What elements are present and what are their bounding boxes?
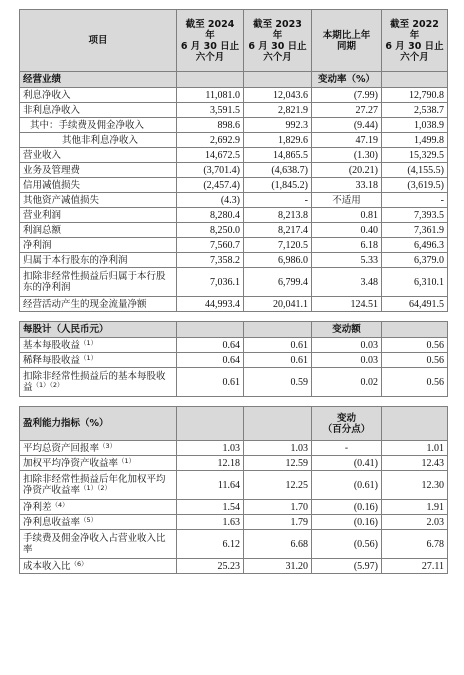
row-label: 归属于本行股东的净利润 [20,253,177,268]
value-2024: 25.23 [177,559,244,574]
value-2022: 1.01 [382,441,448,456]
table-row [20,297,448,312]
section-blank [382,72,448,88]
value-2023: 6,799.4 [244,268,312,297]
section-title: 经营业绩 [20,72,177,88]
section-blank [244,322,312,338]
section-blank [177,322,244,338]
value-change: - [312,441,382,456]
table-row [20,500,448,515]
table-header-row [20,10,448,72]
footnote-ref: （5） [80,515,98,524]
table-row [20,471,448,500]
footnote-ref: （4） [51,500,69,509]
row-label: 扣除非经常性损益后的基本每股收益$^{(1)(2)}$ [20,368,177,397]
table-row [20,133,448,148]
header-change: 本期比上年 同期 [312,10,382,72]
value-change: 0.02 [312,368,382,397]
value-2022: - [382,193,448,208]
value-2024: 44,993.4 [177,297,244,312]
row-label: 扣除非经常性损益后归属于本行股东的净利润 [20,268,177,297]
section-header-row [20,72,448,88]
value-2022: 7,361.9 [382,223,448,238]
value-change: 不适用 [312,193,382,208]
value-2024: 1.63 [177,515,244,530]
value-change: 0.40 [312,223,382,238]
value-change: 47.19 [312,133,382,148]
value-2024: 2,692.9 [177,133,244,148]
row-label: 扣除非经常性损益后年化加权平均净资产收益率$^{(1)(2)}$ [20,471,177,500]
header-2024: 截至 2024 年 6 月 30 日止 六个月 [177,10,244,72]
table-row [20,559,448,574]
value-2022: 12,790.8 [382,88,448,103]
section-title: 盈利能力指标（%） [20,407,177,441]
value-change: (0.61) [312,471,382,500]
value-2023: 1.03 [244,441,312,456]
value-change: (0.56) [312,530,382,559]
table-row [20,223,448,238]
value-2022: 6,310.1 [382,268,448,297]
value-2022: 64,491.5 [382,297,448,312]
value-2023: 0.61 [244,353,312,368]
section-change-label: 变动额 [312,322,382,338]
row-label: 手续费及佣金净收入占营业收入比率 [20,530,177,559]
value-change: 27.27 [312,103,382,118]
section-blank [177,407,244,441]
value-2022: 6,496.3 [382,238,448,253]
footnote-ref: （1） [80,338,98,347]
value-2022: 0.56 [382,338,448,353]
value-change: (9.44) [312,118,382,133]
row-label: 经营活动产生的现金流量净额 [20,297,177,312]
value-2023: (4,638.7) [244,163,312,178]
section-change-label: 变动率（%） [312,72,382,88]
table-row [20,338,448,353]
value-change: 5.33 [312,253,382,268]
value-2023: 20,041.1 [244,297,312,312]
value-change: (0.16) [312,515,382,530]
section-title: 每股计（人民币元） [20,322,177,338]
value-2024: 3,591.5 [177,103,244,118]
row-label: 非利息净收入 [20,103,177,118]
row-label: 基本每股收益$^{(1)}$ [20,338,177,353]
row-label: 净利润 [20,238,177,253]
value-change: 33.18 [312,178,382,193]
value-2022: 0.56 [382,368,448,397]
table-row [20,118,448,133]
row-label: 净利息收益率$^{(5)}$ [20,515,177,530]
section-blank [244,407,312,441]
row-label: 其中：手续费及佣金净收入 [20,118,177,133]
value-2022: 12.30 [382,471,448,500]
footnote-ref: （6） [70,559,88,568]
value-2022: 0.56 [382,353,448,368]
row-label: 营业收入 [20,148,177,163]
value-2023: 0.59 [244,368,312,397]
value-2022: 6.78 [382,530,448,559]
section-blank [244,72,312,88]
section-header-row [20,322,448,338]
value-2024: 7,560.7 [177,238,244,253]
header-item: 项目 [20,10,177,72]
value-2023: 6.68 [244,530,312,559]
value-2022: 12.43 [382,456,448,471]
value-2023: 8,217.4 [244,223,312,238]
value-2022: (3,619.5) [382,178,448,193]
table-row [20,441,448,456]
value-2023: 12.59 [244,456,312,471]
row-label: 稀释每股收益$^{(1)}$ [20,353,177,368]
value-2024: 0.61 [177,368,244,397]
row-label: 成本收入比$^{(6)}$ [20,559,177,574]
row-label: 业务及管理费 [20,163,177,178]
value-change: 6.18 [312,238,382,253]
value-2022: 1.91 [382,500,448,515]
value-2024: (2,457.4) [177,178,244,193]
value-2023: 1,829.6 [244,133,312,148]
row-label: 利息净收入 [20,88,177,103]
value-2023: 7,120.5 [244,238,312,253]
value-2023: 12.25 [244,471,312,500]
row-label: 其他非利息净收入 [20,133,177,148]
value-change: 0.03 [312,338,382,353]
value-2023: - [244,193,312,208]
value-change: (1.30) [312,148,382,163]
row-label: 营业利润 [20,208,177,223]
value-2024: 1.54 [177,500,244,515]
row-label: 信用减值损失 [20,178,177,193]
value-change: 124.51 [312,297,382,312]
value-change: (7.99) [312,88,382,103]
section-change-label: 变动 （百分点） [312,407,382,441]
value-2024: (4.3) [177,193,244,208]
table-row [20,353,448,368]
value-2023: 12,043.6 [244,88,312,103]
value-change: 0.03 [312,353,382,368]
table-row [20,515,448,530]
value-2023: 992.3 [244,118,312,133]
table-row [20,103,448,118]
value-2022: 2.03 [382,515,448,530]
table-row [20,253,448,268]
row-label: 加权平均净资产收益率$^{(1)}$ [20,456,177,471]
row-label: 平均总资产回报率$^{(3)}$ [20,441,177,456]
table-row [20,268,448,297]
table-row [20,238,448,253]
value-2024: (3,701.4) [177,163,244,178]
value-2023: 1.70 [244,500,312,515]
value-2022: 7,393.5 [382,208,448,223]
value-2024: 0.64 [177,338,244,353]
value-2024: 11.64 [177,471,244,500]
value-2023: 8,213.8 [244,208,312,223]
value-2023: 2,821.9 [244,103,312,118]
table-row [20,368,448,397]
footnote-ref: （1） [118,456,136,465]
value-2023: 1.79 [244,515,312,530]
table-row [20,148,448,163]
table-row [20,178,448,193]
value-2022: (4,155.5) [382,163,448,178]
footnote-ref: （1）（2） [80,484,112,492]
value-2024: 7,036.1 [177,268,244,297]
value-2023: 6,986.0 [244,253,312,268]
value-2022: 15,329.5 [382,148,448,163]
value-2023: 14,865.5 [244,148,312,163]
row-label: 利润总额 [20,223,177,238]
value-2022: 1,499.8 [382,133,448,148]
section-blank [382,407,448,441]
value-2024: 6.12 [177,530,244,559]
footnote-ref: （1） [80,353,98,362]
section-blank [177,72,244,88]
table-row [20,163,448,178]
value-2023: 31.20 [244,559,312,574]
value-2024: 8,250.0 [177,223,244,238]
value-change: (0.16) [312,500,382,515]
value-2024: 12.18 [177,456,244,471]
value-change: (20.21) [312,163,382,178]
row-label: 净利差$^{(4)}$ [20,500,177,515]
value-change: 3.48 [312,268,382,297]
value-2023: (1,845.2) [244,178,312,193]
table-row [20,208,448,223]
value-2024: 1.03 [177,441,244,456]
value-2024: 11,081.0 [177,88,244,103]
value-2022: 1,038.9 [382,118,448,133]
value-2024: 8,280.4 [177,208,244,223]
section-blank [382,322,448,338]
table-row [20,530,448,559]
row-label: 其他资产减值损失 [20,193,177,208]
value-2023: 0.61 [244,338,312,353]
value-2022: 2,538.7 [382,103,448,118]
table-row [20,88,448,103]
value-change: (0.41) [312,456,382,471]
section-header-row [20,407,448,441]
table-row [20,193,448,208]
value-2024: 898.6 [177,118,244,133]
value-2024: 14,672.5 [177,148,244,163]
footnote-ref: （3） [99,441,117,450]
value-change: 0.81 [312,208,382,223]
value-2024: 0.64 [177,353,244,368]
header-2022: 截至 2022 年 6 月 30 日止 六个月 [382,10,448,72]
value-2022: 6,379.0 [382,253,448,268]
table-row [20,456,448,471]
header-2023: 截至 2023 年 6 月 30 日止 六个月 [244,10,312,72]
footnote-ref: （1）（2） [32,381,64,389]
value-change: (5.97) [312,559,382,574]
financial-summary-table [19,9,448,574]
value-2022: 27.11 [382,559,448,574]
financial-table-container [19,9,447,574]
value-2024: 7,358.2 [177,253,244,268]
